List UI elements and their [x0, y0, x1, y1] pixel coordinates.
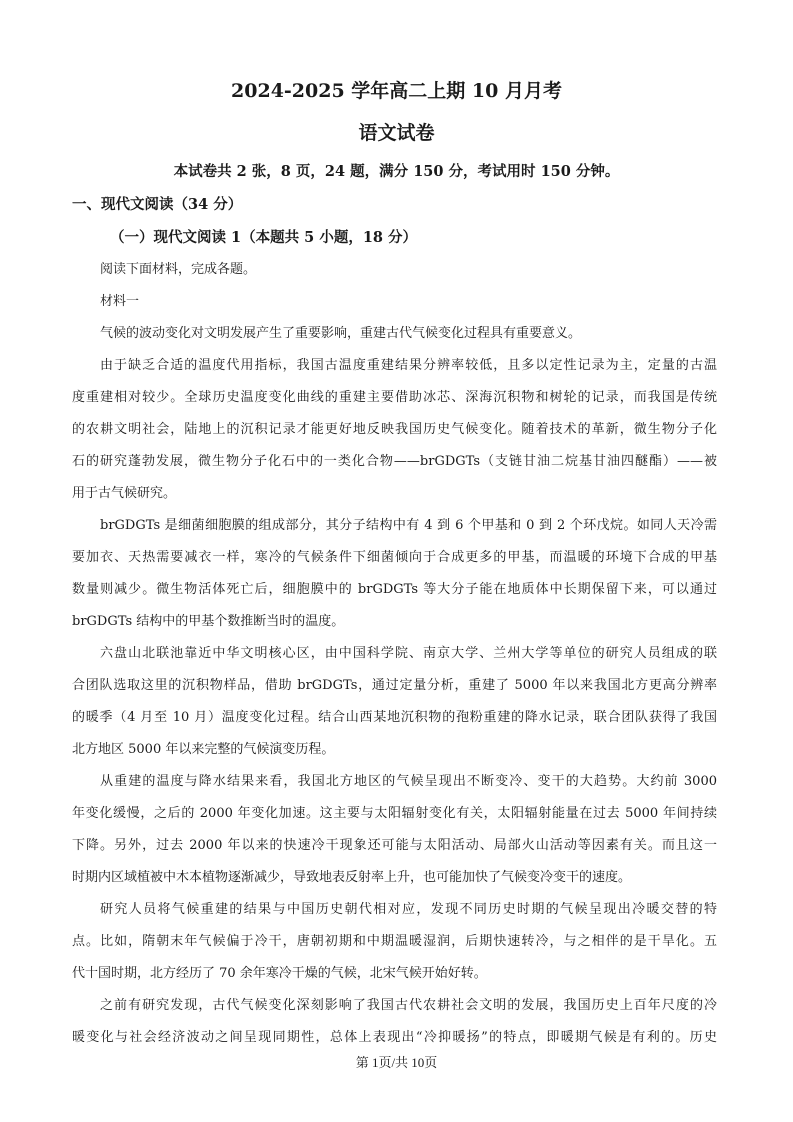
- paragraph-line: 代十国时期，北方经历了 70 余年寒冷干燥的气候，北宋气候开始好转。: [72, 966, 487, 981]
- paragraph-line: 时期内区域植被中木本植物逐渐减少，导致地表反射率上升，也可能加快了气候变冷变干的速度。: [72, 870, 632, 885]
- paragraph-line: 数量则减少。微生物活体死亡后，细胞膜中的 brGDGTs 等大分子能在地质体中长期保留下来，可以通过: [72, 582, 717, 597]
- paragraph-line: 六盘山北联池靠近中华文明核心区，由中国科学院、南京大学、兰州大学等单位的研究人员组成的联: [100, 646, 717, 661]
- paragraph-line: 石的研究蓬勃发展，微生物分子化石中的一类化合物——brGDGTs（支链甘油二烷基甘油四醚酯）——被: [72, 454, 717, 469]
- paragraph-line: 的暖季（4 月至 10 月）温度变化过程。结合山西某地沉积物的孢粉重建的降水记录，联合团队获得了我国: [72, 710, 717, 725]
- exam-title: 2024-2025 学年高二上期 10 月月考: [231, 80, 562, 102]
- paragraph-line: 年变化缓慢，之后的 2000 年变化加速。这主要与太阳辐射变化有关，太阳辐射能量在过去 5000 年间持续: [72, 806, 717, 821]
- exam-info: 本试卷共 2 张，8 页，24 题，满分 150 分，考试用时 150 分钟。: [173, 163, 620, 180]
- page-footer: 第 1页/共 10页: [355, 1055, 438, 1070]
- paragraph-line: 北方地区 5000 年以来完整的气候演变历程。: [72, 742, 335, 757]
- paragraph-line: 点。比如，隋朝末年气候偏于冷干，唐朝初期和中期温暖湿润，后期快速转冷，与之相伴的是干旱化。五: [72, 934, 717, 949]
- paragraph-line: 合团队选取这里的沉积物样品，借助 brGDGTs，通过定量分析，重建了 5000 年以来我国北方更高分辨率: [72, 678, 717, 693]
- material-label: 材料一: [100, 294, 140, 309]
- paragraph-line: brGDGTs 是细菌细胞膜的组成部分，其分子结构中有 4 到 6 个甲基和 0 到 2 个环戊烷。如同人天冷需: [100, 518, 717, 533]
- paragraph-line: 从重建的温度与降水结果来看，我国北方地区的气候呈现出不断变冷、变干的大趋势。大约前 3000: [100, 774, 717, 789]
- paragraph-line: 要加衣、天热需要减衣一样，寒冷的气候条件下细菌倾向于合成更多的甲基，而温暖的环境下合成的甲基: [72, 550, 717, 565]
- paragraph-line: 气候的波动变化对文明发展产生了重要影响，重建古代气候变化过程具有重要意义。: [100, 326, 582, 341]
- instruction-line: 阅读下面材料，完成各题。: [100, 262, 257, 277]
- paragraph-line: 由于缺乏合适的温度代用指标，我国古温度重建结果分辨率较低，且多以定性记录为主，定量的古温: [100, 358, 717, 373]
- section-heading: 一、现代文阅读（34 分）: [72, 196, 243, 213]
- paragraph-line: 度重建相对较少。全球历史温度变化曲线的重建主要借助冰芯、深海沉积物和树轮的记录，而我国是传统: [72, 390, 717, 405]
- paragraph-line: 暖变化与社会经济波动之间呈现同期性，总体上表现出“冷抑暖扬”的特点，即暖期气候是有利的。历史: [72, 1030, 717, 1045]
- paragraph-line: 之前有研究发现，古代气候变化深刻影响了我国古代农耕社会文明的发展，我国历史上百年尺度的冷: [100, 998, 717, 1013]
- paragraph-line: 的农耕文明社会，陆地上的沉积记录才能更好地反映我国历史气候变化。随着技术的革新，微生物分子化: [72, 422, 717, 437]
- paragraph-line: 下降。另外，过去 2000 年以来的快速冷干现象还可能与太阳活动、局部火山活动等因素有关。而且这一: [72, 838, 717, 853]
- paragraph-line: 用于古气候研究。: [72, 486, 177, 501]
- paragraph-line: brGDGTs 结构中的甲基个数推断当时的温度。: [72, 614, 345, 629]
- paragraph-line: 研究人员将气候重建的结果与中国历史朝代相对应，发现不同历史时期的气候呈现出冷暖交替的特: [100, 902, 717, 917]
- subject-title: 语文试卷: [358, 122, 435, 144]
- subsection-heading: （一）现代文阅读 1（本题共 5 小题，18 分）: [110, 229, 418, 246]
